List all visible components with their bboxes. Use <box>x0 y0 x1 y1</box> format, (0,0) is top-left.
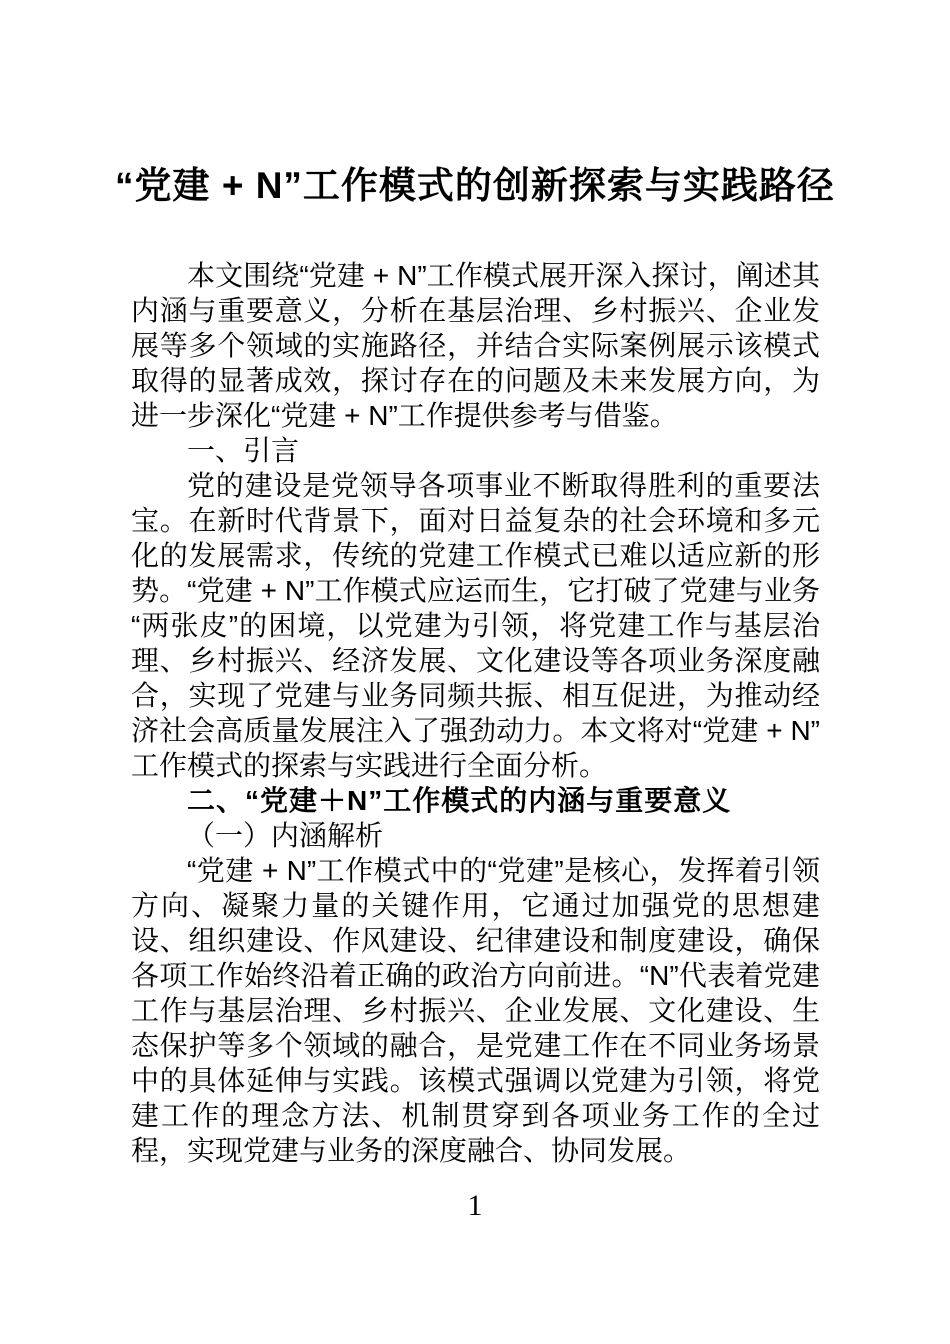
abstract-paragraph: 本文围绕“党建 + N”工作模式展开深入探讨，阐述其内涵与重要意义，分析在基层治理、乡村振兴、企业发展等多个领域的实施路径，并结合实际案例展示该模式取得的显著成效，探讨存在的问题及未来发展方向，为进一步深化“党建 + N”工作提供参考与借鉴。 <box>131 260 820 431</box>
document-body <box>131 258 820 1168</box>
heading-subsection-2-1-connotation: （一）内涵解析 <box>187 820 384 851</box>
heading-section-1-introduction: 一、引言 <box>187 435 300 466</box>
document-title: “党建 + N”工作模式的创新探索与实践路径 <box>115 165 835 206</box>
page-number: 1 <box>467 1189 483 1222</box>
connotation-paragraph: “党建 + N”工作模式中的“党建”是核心，发挥着引领方向、凝聚力量的关键作用，它通过加强党的思想建设、组织建设、作风建设、纪律建设和制度建设，确保各项工作始终沿着正确的政治方向前进。“N”代表着党建工作与基层治理、乡村振兴、企业发展、文化建设、生态保护等多个领域的融合，是党建工作在不同业务场景中的具体延伸与实践。该模式强调以党建为引领，将党建工作的理念方法、机制贯穿到各项业务工作的全过程，实现党建与业务的深度融合、协同发展。 <box>131 855 820 1166</box>
heading-section-2-connotation-significance: 二、“党建＋N”工作模式的内涵与重要意义 <box>187 785 732 816</box>
introduction-paragraph: 党的建设是党领导各项事业不断取得胜利的重要法宝。在新时代背景下，面对日益复杂的社会环境和多元化的发展需求，传统的党建工作模式已难以适应新的形势。“党建 + N”工作模式应运而生，它打破了党建与业务“两张皮”的困境，以党建为引领，将党建工作与基层治理、乡村振兴、经济发展、文化建设等各项业务深度融合，实现了党建与业务同频共振、相互促进，为推动经济社会高质量发展注入了强劲动力。本文将对“党建 + N”工作模式的探索与实践进行全面分析。 <box>131 470 820 781</box>
